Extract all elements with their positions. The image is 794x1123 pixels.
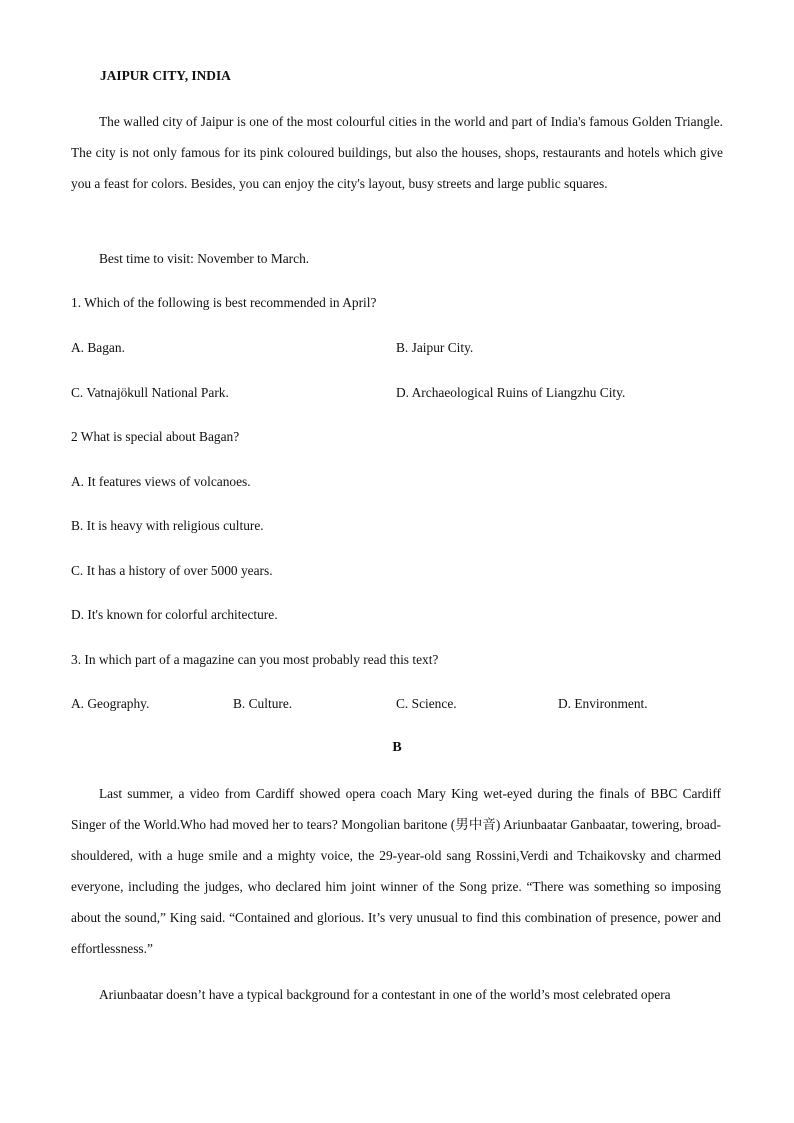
passage-b-text-2: Ariunbaatar doesn’t have a typical background for a contestant in one of the world’s most celebrated opera xyxy=(99,987,671,1002)
passage-a-paragraph xyxy=(71,106,723,199)
question-1-option-c: C. Vatnajökull National Park. xyxy=(71,385,229,400)
question-1-option-b: B. Jaipur City. xyxy=(396,340,474,355)
question-3-option-b: B. Culture. xyxy=(233,696,293,711)
question-2-option-d: D. It's known for colorful architecture. xyxy=(71,607,278,622)
passage-b-paragraph-1 xyxy=(71,778,721,964)
best-time-to-visit: Best time to visit: November to March. xyxy=(99,251,310,266)
passage-b-text-1: Last summer, a video from Cardiff showed opera coach Mary King wet-eyed during the finals of BBC Cardiff Singer of the World.Who had moved her to tears? Mongolian baritone (男中音) Ariunbaatar Ganbaatar, towering, broad-shouldered, with a huge smile and a mighty voice, the 29-year-old sang Rossini,Verdi and Tchaikovsky and charmed everyone, including the judges, who declared him joint winner of the Song prize. “There was something so imposing about the sound,” King said. “Contained and glorious. It’s very unusual to find this combination of presence, power and effortlessness.” xyxy=(71,786,721,956)
section-b-heading: B xyxy=(392,740,402,755)
question-2-option-c: C. It has a history of over 5000 years. xyxy=(71,563,273,578)
passage-title: JAIPUR CITY, INDIA xyxy=(100,68,231,83)
question-2-stem: 2 What is special about Bagan? xyxy=(71,429,240,444)
question-2-option-b: B. It is heavy with religious culture. xyxy=(71,518,264,533)
question-2-option-a: A. It features views of volcanoes. xyxy=(71,474,251,489)
question-1-option-d: D. Archaeological Ruins of Liangzhu City. xyxy=(396,385,626,400)
question-1-stem: 1. Which of the following is best recommended in April? xyxy=(71,295,377,310)
passage-b-paragraph-2 xyxy=(71,979,721,1010)
question-3-stem: 3. In which part of a magazine can you most probably read this text? xyxy=(71,652,439,667)
question-3-option-a: A. Geography. xyxy=(71,696,150,711)
question-1-option-a: A. Bagan. xyxy=(71,340,125,355)
passage-a-text: The walled city of Jaipur is one of the most colourful cities in the world and part of India's famous Golden Triangle. The city is not only famous for its pink coloured buildings, but also the houses, shops, restaurants and hotels which give you a feast for colors. Besides, you can enjoy the city's layout, busy streets and large public squares. xyxy=(71,114,723,191)
question-3-option-d: D. Environment. xyxy=(558,696,648,711)
question-3-option-c: C. Science. xyxy=(396,696,457,711)
